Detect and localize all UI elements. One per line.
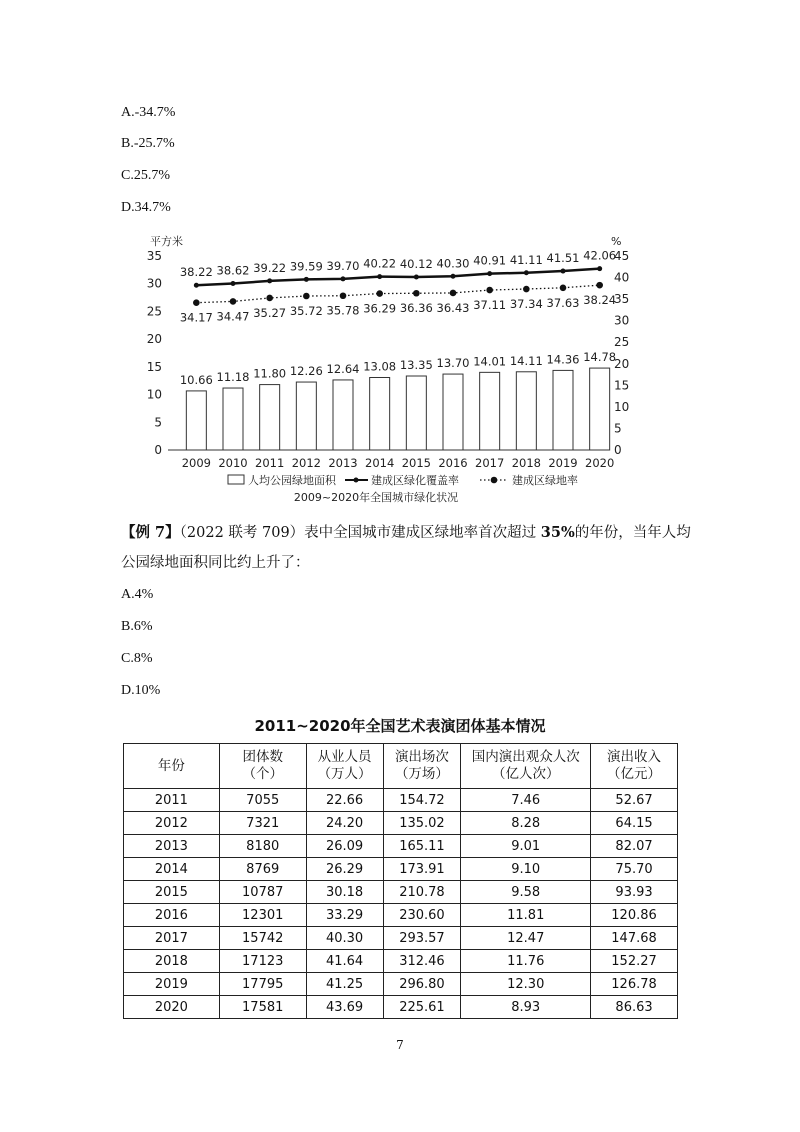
category-label: 2011 (255, 456, 285, 470)
table-cell: 40.30 (306, 927, 383, 950)
table-cell: 64.15 (591, 812, 678, 835)
left-tick-label: 15 (146, 359, 162, 374)
table-cell: 2014 (124, 858, 220, 881)
category-label: 2017 (475, 456, 505, 470)
option-d-bottom: D.10% (121, 683, 161, 698)
right-tick-label: 30 (614, 313, 630, 328)
question-tag: 【例 7】 (121, 524, 180, 541)
table-cell: 24.20 (306, 812, 383, 835)
table-cell: 8.28 (461, 812, 591, 835)
arts-troupes-table (123, 743, 678, 1019)
left-tick-label: 30 (146, 276, 162, 291)
table-cell: 120.86 (591, 904, 678, 927)
right-tick-label: 40 (614, 270, 630, 285)
table-row (124, 996, 678, 1019)
table-cell: 293.57 (383, 927, 461, 950)
table-row (124, 950, 678, 973)
table-cell: 7.46 (461, 789, 591, 812)
bar-label: 12.26 (289, 364, 323, 379)
table-cell: 10787 (219, 881, 306, 904)
coverage-point (377, 274, 382, 279)
table-cell: 210.78 (383, 881, 461, 904)
greening-chart (140, 228, 640, 513)
greenland-point (303, 293, 310, 300)
table-cell: 26.29 (306, 858, 383, 881)
greenland-label: 36.36 (399, 301, 433, 316)
greenland-label: 37.11 (473, 298, 507, 313)
chart-svg (140, 228, 640, 513)
greenland-label: 34.47 (216, 309, 250, 324)
table-cell: 2016 (124, 904, 220, 927)
table-cell: 8.93 (461, 996, 591, 1019)
table-cell: 312.46 (383, 950, 461, 973)
right-tick-label: 25 (614, 335, 630, 350)
legend-bar-label: 人均公园绿地面积 (248, 474, 336, 487)
header-year: 年份 (124, 744, 220, 789)
table-cell: 7321 (219, 812, 306, 835)
legend-dotted-marker (491, 477, 498, 484)
bar-label: 13.70 (436, 356, 470, 371)
table-cell: 11.81 (461, 904, 591, 927)
right-tick-label: 0 (614, 443, 622, 457)
chart-title: 2009~2020年全国城市绿化状况 (293, 491, 459, 504)
greenland-point (560, 284, 567, 291)
coverage-point (341, 276, 346, 281)
table-cell: 17581 (219, 996, 306, 1019)
table-cell: 152.27 (591, 950, 678, 973)
table-cell: 17123 (219, 950, 306, 973)
table-cell: 12.30 (461, 973, 591, 996)
table-cell: 43.69 (306, 996, 383, 1019)
table-cell: 165.11 (383, 835, 461, 858)
bar-2013 (333, 380, 353, 450)
table-cell: 9.10 (461, 858, 591, 881)
header-audience: 国内演出观众人次 （亿人次） (461, 744, 591, 789)
legend-bar-swatch (228, 475, 244, 484)
bar-2014 (370, 377, 390, 450)
category-label: 2010 (218, 456, 248, 470)
coverage-label: 38.22 (179, 265, 213, 280)
bar-2017 (480, 372, 500, 450)
bar-2010 (223, 388, 243, 450)
table-row (124, 904, 678, 927)
bar-2019 (553, 370, 573, 450)
greenland-point (486, 287, 493, 294)
bar-2020 (590, 368, 610, 450)
table-cell: 2017 (124, 927, 220, 950)
greenland-point (450, 290, 457, 297)
bar-2016 (443, 374, 463, 450)
bar-label: 13.35 (399, 358, 433, 373)
table-cell: 26.09 (306, 835, 383, 858)
table-cell: 230.60 (383, 904, 461, 927)
bar-label: 14.11 (509, 353, 543, 368)
greenland-label: 36.29 (363, 301, 397, 316)
table-cell: 154.72 (383, 789, 461, 812)
table-row (124, 881, 678, 904)
greenland-point (230, 298, 237, 305)
table-cell: 12301 (219, 904, 306, 927)
table-cell: 11.76 (461, 950, 591, 973)
table-cell: 2011 (124, 789, 220, 812)
table-row (124, 927, 678, 950)
header-staff: 从业人员 （万人） (306, 744, 383, 789)
table-cell: 86.63 (591, 996, 678, 1019)
table-cell: 225.61 (383, 996, 461, 1019)
coverage-label: 41.51 (546, 251, 580, 266)
coverage-point (231, 281, 236, 286)
category-label: 2015 (401, 456, 431, 470)
coverage-point (487, 271, 492, 276)
greenland-label: 37.63 (546, 295, 580, 310)
category-label: 2019 (548, 456, 578, 470)
bar-2018 (516, 372, 536, 450)
table-cell: 147.68 (591, 927, 678, 950)
table-cell: 9.01 (461, 835, 591, 858)
legend-dotted-label: 建成区绿地率 (512, 474, 578, 487)
bar-label: 14.01 (473, 354, 507, 369)
coverage-point (597, 266, 602, 271)
table-cell: 173.91 (383, 858, 461, 881)
table-cell: 75.70 (591, 858, 678, 881)
legend-line-label: 建成区绿化覆盖率 (371, 474, 459, 487)
table-cell: 296.80 (383, 973, 461, 996)
right-tick-label: 5 (614, 421, 622, 436)
table-cell: 2018 (124, 950, 220, 973)
greenland-point (340, 292, 347, 299)
table-cell: 2015 (124, 881, 220, 904)
table-cell: 33.29 (306, 904, 383, 927)
option-b-bottom: B.6% (121, 619, 153, 634)
bar-label: 10.66 (179, 372, 213, 387)
bar-label: 12.64 (326, 361, 360, 376)
option-a-bottom: A.4% (121, 587, 154, 602)
greenland-label: 35.78 (326, 303, 360, 318)
bar-2012 (296, 382, 316, 450)
question-text-before: （2022 联考 709）表中全国城市建成区绿地率首次超过 (179, 525, 541, 541)
question-text-after: 的年份，当年人均公园绿地面积同比约上升了： (121, 525, 691, 571)
table-cell: 2019 (124, 973, 220, 996)
category-label: 2013 (328, 456, 358, 470)
bar-label: 13.08 (363, 359, 397, 374)
greenland-label: 35.27 (253, 305, 287, 320)
right-tick-label: 45 (614, 249, 630, 263)
coverage-point (451, 274, 456, 279)
greenland-label: 34.17 (179, 310, 213, 325)
table-cell: 41.64 (306, 950, 383, 973)
table-row (124, 858, 678, 881)
right-tick-label: 15 (614, 378, 630, 393)
header-revenue: 演出收入 （亿元） (591, 744, 678, 789)
left-tick-label: 10 (146, 387, 162, 402)
left-tick-label: 35 (146, 249, 162, 263)
greenland-point (193, 299, 200, 306)
left-tick-label: 20 (146, 332, 162, 347)
left-tick-label: 5 (154, 415, 162, 430)
bar-label: 11.18 (216, 370, 250, 385)
bar-2015 (406, 376, 426, 450)
coverage-point (524, 270, 529, 275)
left-tick-label: 25 (146, 304, 162, 319)
page-number: 7 (396, 1038, 404, 1052)
option-d-top: D.34.7% (121, 200, 171, 215)
table-title: 2011~2020年全国艺术表演团体基本情况 (254, 717, 546, 735)
coverage-label: 40.30 (436, 256, 470, 271)
table-header-row (124, 744, 678, 789)
table-cell: 135.02 (383, 812, 461, 835)
coverage-label: 40.22 (363, 256, 397, 271)
category-label: 2012 (291, 456, 321, 470)
table-cell: 52.67 (591, 789, 678, 812)
greenland-label: 38.24 (583, 293, 617, 308)
greenland-point (376, 290, 383, 297)
coverage-label: 40.91 (473, 253, 507, 268)
table-row (124, 812, 678, 835)
table-cell: 7055 (219, 789, 306, 812)
table-cell: 8180 (219, 835, 306, 858)
right-tick-label: 35 (614, 292, 630, 307)
table-cell: 9.58 (461, 881, 591, 904)
table-cell: 22.66 (306, 789, 383, 812)
category-label: 2020 (585, 456, 615, 470)
coverage-point (194, 283, 199, 288)
coverage-point (561, 269, 566, 274)
table-cell: 2013 (124, 835, 220, 858)
header-count: 团体数 （个） (219, 744, 306, 789)
question-text (121, 518, 691, 578)
bar-label: 14.36 (546, 352, 580, 367)
coverage-label: 39.59 (289, 259, 323, 274)
coverage-label: 39.22 (253, 260, 287, 275)
greenland-label: 36.43 (436, 300, 470, 315)
greenland-label: 37.34 (509, 297, 543, 312)
table-cell: 17795 (219, 973, 306, 996)
bar-label: 14.78 (583, 350, 617, 365)
greenland-point (413, 290, 420, 297)
table-cell: 8769 (219, 858, 306, 881)
category-label: 2014 (365, 456, 395, 470)
greenland-point (523, 286, 530, 293)
category-label: 2018 (511, 456, 541, 470)
table-cell: 41.25 (306, 973, 383, 996)
greenland-point (596, 282, 603, 289)
coverage-label: 38.62 (216, 263, 250, 278)
coverage-label: 40.12 (399, 257, 433, 272)
table-cell: 2020 (124, 996, 220, 1019)
right-tick-label: 10 (614, 399, 630, 414)
table-cell: 12.47 (461, 927, 591, 950)
table-cell: 82.07 (591, 835, 678, 858)
coverage-point (304, 277, 309, 282)
table-cell: 30.18 (306, 881, 383, 904)
table-row (124, 789, 678, 812)
coverage-point (267, 278, 272, 283)
option-c-top: C.25.7% (121, 168, 170, 183)
table-row (124, 973, 678, 996)
table-cell: 126.78 (591, 973, 678, 996)
category-label: 2009 (181, 456, 211, 470)
question-highlight: 35% (540, 524, 575, 541)
left-axis-unit: 平方米 (150, 235, 183, 248)
coverage-point (414, 275, 419, 280)
bar-2009 (186, 391, 206, 450)
table-cell: 93.93 (591, 881, 678, 904)
greenland-label: 35.72 (289, 304, 323, 319)
coverage-label: 42.06 (583, 248, 617, 263)
right-tick-label: 20 (614, 356, 630, 371)
bar-label: 11.80 (253, 366, 287, 381)
coverage-label: 39.70 (326, 258, 360, 273)
bar-2011 (260, 385, 280, 450)
coverage-label: 41.11 (509, 252, 543, 267)
table-cell: 15742 (219, 927, 306, 950)
table-cell: 2012 (124, 812, 220, 835)
left-tick-label: 0 (154, 443, 162, 457)
category-label: 2016 (438, 456, 468, 470)
option-a-top: A.-34.7% (121, 105, 176, 120)
greenland-point (266, 295, 273, 302)
table-row (124, 835, 678, 858)
legend-line-marker (354, 478, 359, 483)
option-c-bottom: C.8% (121, 651, 153, 666)
right-axis-unit: % (611, 235, 622, 248)
option-b-top: B.-25.7% (121, 136, 175, 151)
header-shows: 演出场次 （万场） (383, 744, 461, 789)
